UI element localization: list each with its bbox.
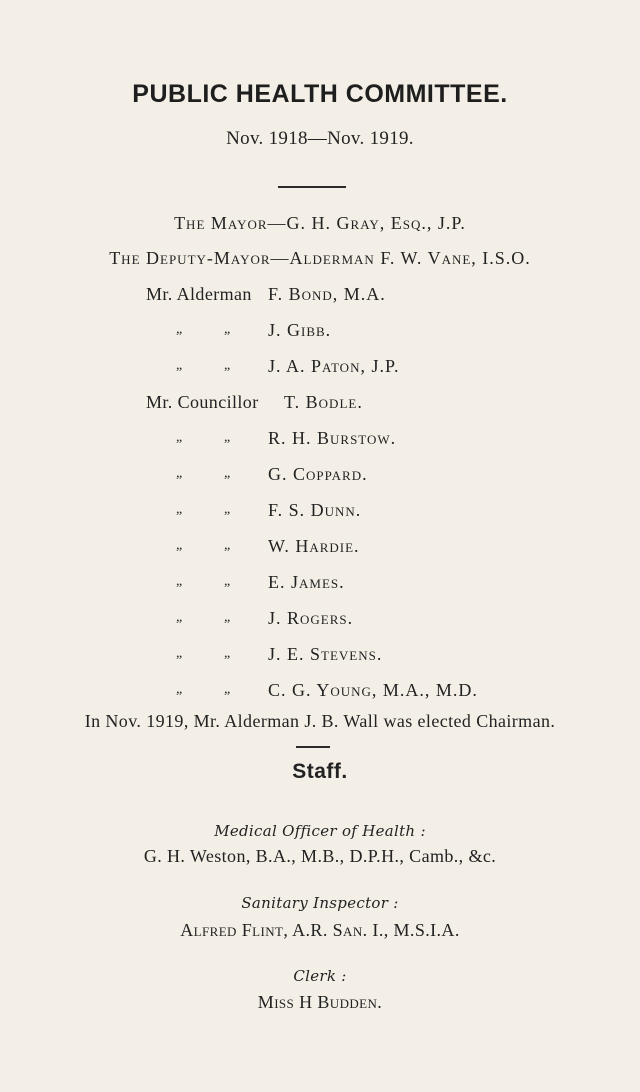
staff-heading: Staff. bbox=[292, 760, 348, 783]
divider-top bbox=[278, 186, 346, 188]
committee-period: Nov. 1918—Nov. 1919. bbox=[226, 128, 414, 149]
clerk-name: Miss H Budden. bbox=[257, 992, 383, 1012]
divider-bottom bbox=[296, 746, 330, 748]
page-title: PUBLIC HEALTH COMMITTEE. bbox=[132, 80, 508, 108]
councillor-member: W. Hardie. bbox=[268, 536, 360, 556]
ditto-mark: „ bbox=[224, 574, 231, 589]
councillor-member: C. G. Young, M.A., M.D. bbox=[268, 680, 478, 700]
alderman-prefix: Mr. Alderman bbox=[146, 284, 252, 304]
councillor-prefix: Mr. Councillor bbox=[146, 392, 259, 412]
clerk-label: Clerk : bbox=[293, 967, 347, 985]
ditto-mark: „ bbox=[224, 610, 231, 625]
sanitary-inspector-name: Alfred Flint, A.R. San. I., M.S.I.A. bbox=[180, 920, 460, 940]
member-deputy-mayor: The Deputy-Mayor—Alderman F. W. Vane, I.S.O. bbox=[109, 248, 531, 268]
ditto-mark: „ bbox=[224, 646, 231, 661]
alderman-member: J. Gibb. bbox=[268, 320, 332, 340]
ditto-mark: „ bbox=[224, 682, 231, 697]
councillor-member: J. Rogers. bbox=[268, 608, 354, 628]
councillor-member: J. E. Stevens. bbox=[268, 644, 383, 664]
councillor-member: R. H. Burstow. bbox=[268, 428, 397, 448]
ditto-mark: „ bbox=[176, 358, 183, 373]
councillor-member: F. S. Dunn. bbox=[268, 500, 362, 520]
chairman-note: In Nov. 1919, Mr. Alderman J. B. Wall was elected Chairman. bbox=[84, 711, 556, 731]
councillor-first: T. Bodle. bbox=[284, 392, 363, 412]
councillor-member: E. James. bbox=[268, 572, 345, 592]
alderman-member: J. A. Paton, J.P. bbox=[268, 356, 400, 376]
ditto-mark: „ bbox=[224, 358, 231, 373]
ditto-mark: „ bbox=[224, 538, 231, 553]
ditto-mark: „ bbox=[176, 430, 183, 445]
ditto-mark: „ bbox=[224, 430, 231, 445]
ditto-mark: „ bbox=[176, 502, 183, 517]
ditto-mark: „ bbox=[176, 466, 183, 481]
ditto-mark: „ bbox=[176, 574, 183, 589]
ditto-mark: „ bbox=[224, 466, 231, 481]
ditto-mark: „ bbox=[224, 322, 231, 337]
member-mayor: The Mayor—G. H. Gray, Esq., J.P. bbox=[174, 213, 466, 233]
ditto-mark: „ bbox=[176, 538, 183, 553]
ditto-mark: „ bbox=[176, 682, 183, 697]
medical-officer-name: G. H. Weston, B.A., M.B., D.P.H., Camb., &c. bbox=[143, 846, 497, 866]
ditto-mark: „ bbox=[176, 646, 183, 661]
alderman-first: F. Bond, M.A. bbox=[268, 284, 386, 304]
councillor-member: G. Coppard. bbox=[268, 464, 368, 484]
ditto-mark: „ bbox=[224, 502, 231, 517]
sanitary-inspector-label: Sanitary Inspector : bbox=[241, 894, 399, 912]
medical-officer-label: Medical Officer of Health : bbox=[214, 822, 426, 840]
ditto-mark: „ bbox=[176, 322, 183, 337]
ditto-mark: „ bbox=[176, 610, 183, 625]
